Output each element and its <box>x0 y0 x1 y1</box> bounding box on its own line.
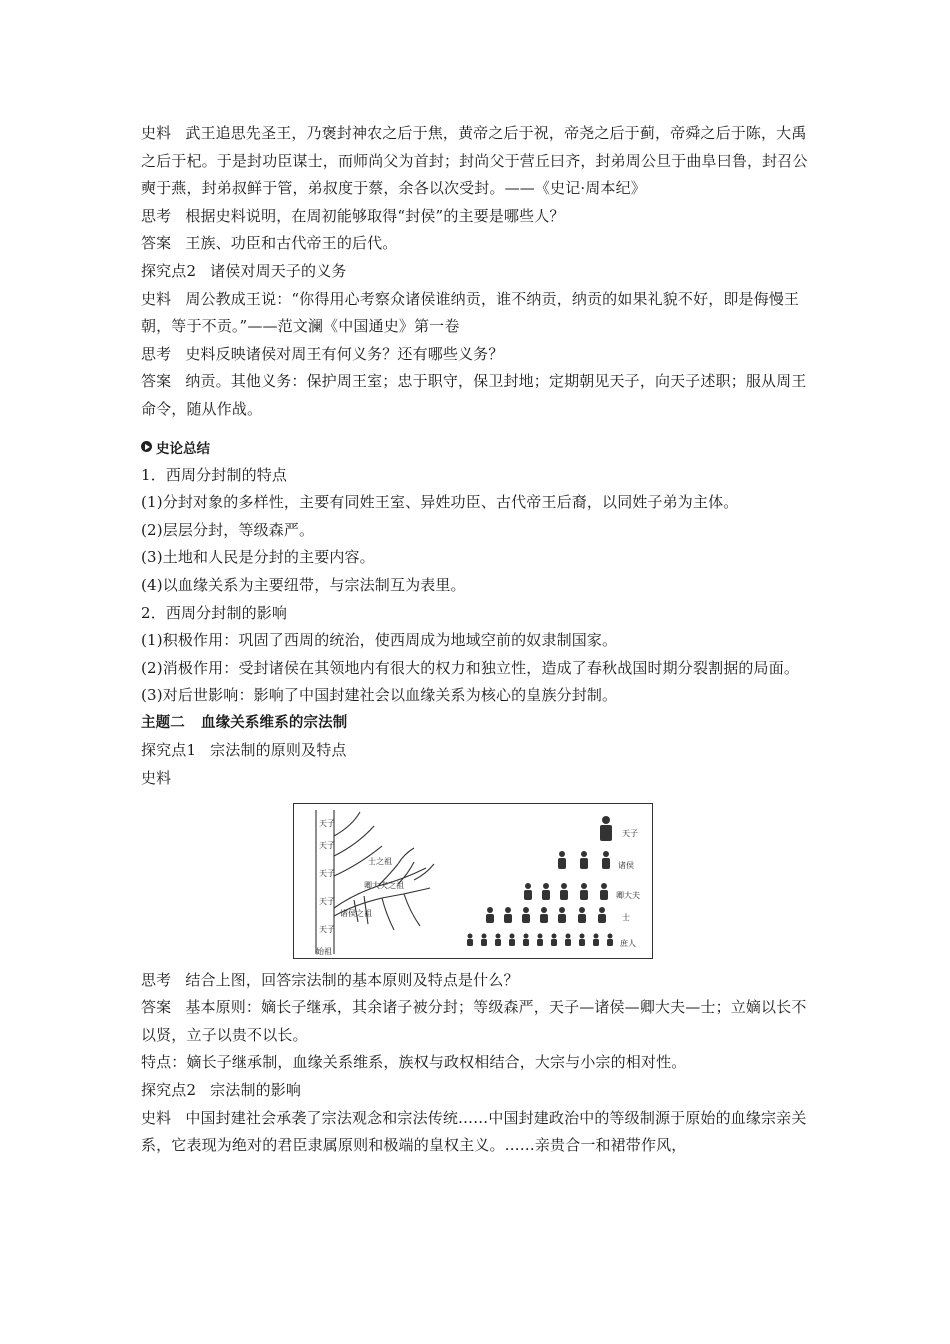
figure-row-2 <box>558 851 610 869</box>
source-paragraph-1: 史料 武王追思先圣王，乃褒封神农之后于焦，黄帝之后于祝，帝尧之后于蓟，帝舜之后于陈，大禹之后于杞。于是封功臣谋士，而师尚父为首封；封尚父于营丘曰齐，封弟周公旦于曲阜曰鲁，封召公奭于燕，封弟叔鲜于管，弟叔度于蔡，余各以次受封。——《史记·周本纪》 <box>141 124 808 198</box>
figure-row-4 <box>486 907 606 923</box>
inquiry-point-2-heading: 探究点2 宗法制的影响 <box>141 1081 302 1100</box>
trunk-label-1: 天子 <box>319 818 335 828</box>
clan-system-figure <box>293 803 653 959</box>
summary-item-1: 1．西周分封制的特点 <box>141 465 288 484</box>
figure-row-3 <box>524 883 608 900</box>
answer-paragraph-1: 答案 王族、功臣和古代帝王的后代。 <box>141 234 398 253</box>
rank-label-minister: 卿大夫 <box>616 890 640 900</box>
summary-item-8: (2)消极作用：受封诸侯在其领地内有很大的权力和独立性，造成了春秋战国时期分裂割据的局面。 <box>141 658 800 677</box>
features-paragraph: 特点：嫡长子继承制，血缘关系维系，族权与政权相结合，大宗与小宗的相对性。 <box>141 1053 687 1072</box>
summary-item-4: (3)土地和人民是分封的主要内容。 <box>141 548 375 567</box>
inquiry-point-1-heading: 探究点1 宗法制的原则及特点 <box>141 741 347 760</box>
summary-item-7: (1)积极作用：巩固了西周的统治，使西周成为地域空前的奴隶制国家。 <box>141 631 618 650</box>
question-paragraph-3: 思考 结合上图，回答宗法制的基本原则及特点是什么？ <box>141 970 519 989</box>
rank-label-commoner: 庶人 <box>620 938 636 948</box>
summary-item-3: (2)层层分封，等级森严。 <box>141 520 315 539</box>
play-circle-icon <box>141 441 152 452</box>
answer-paragraph-3: 答案 基本原则：嫡长子继承，其余诸子被分封；等级森严，天子—诸侯—卿大夫—士；立嫡以长不以贤，立子以贵不以长。 <box>141 998 807 1044</box>
summary-item-9: (3)对后世影响：影响了中国封建社会以血缘关系为核心的皇族分封制。 <box>141 686 618 705</box>
theme-heading: 主题二 血缘关系维系的宗法制 <box>141 714 348 731</box>
question-paragraph-1: 思考 根据史料说明，在周初能够取得“封侯”的主要是哪些人？ <box>141 206 565 225</box>
summary-item-2: (1)分封对象的多样性，主要有同姓王室、异姓功臣、古代帝王后裔，以同姓子弟为主体。 <box>141 493 739 512</box>
hierarchy-figures <box>467 816 613 946</box>
trunk-label-5: 天子 <box>319 924 335 934</box>
rank-label-vassal: 诸侯 <box>618 860 634 870</box>
inquiry-point-heading: 探究点2 诸侯对周天子的义务 <box>141 261 347 280</box>
branch-label-scholar: 士之祖 <box>368 856 392 866</box>
summary-item-5: (4)以血缘关系为主要纽带，与宗法制互为表里。 <box>141 575 466 594</box>
clan-tree-and-hierarchy-illustration <box>294 804 652 958</box>
figure-row-5 <box>467 933 613 946</box>
trunk-label-2: 天子 <box>319 840 335 850</box>
summary-heading: 史论总结 <box>141 432 813 462</box>
answer-paragraph-2: 答案 纳贡。其他义务：保护周王室；忠于职守，保卫封地；定期朝见天子，向天子述职；服从周王命令，随从作战。 <box>141 372 807 418</box>
branch-label-vassal: 诸侯之祖 <box>340 908 372 918</box>
branch-label-minister: 卿大夫之祖 <box>364 880 404 890</box>
document-page <box>141 120 813 1160</box>
source-label: 史料 <box>141 769 172 788</box>
source-paragraph-2: 史料 周公教成王说：“你得用心考察众诸侯谁纳贡，谁不纳贡，纳贡的如果礼貌不好，即是侮慢王朝，等于不贡。”——范文澜《中国通史》第一卷 <box>141 289 800 336</box>
source-paragraph-3: 史料 中国封建社会承袭了宗法观念和宗法传统……中国封建政治中的等级制源于原始的血缘宗亲关系，它表现为绝对的君臣隶属原则和极端的皇权主义。……亲贵合一和裙带作风， <box>141 1108 807 1155</box>
rank-label-scholar: 士 <box>622 912 630 922</box>
trunk-label-4: 天子 <box>319 896 335 906</box>
figure-row-1 <box>600 816 612 841</box>
question-paragraph-2: 思考 史料反映诸侯对周王有何义务？还有哪些义务？ <box>141 344 504 363</box>
summary-item-6: 2．西周分封制的影响 <box>141 603 288 622</box>
trunk-label-3: 天子 <box>319 868 335 878</box>
rank-label-king: 天子 <box>622 828 638 838</box>
origin-label: 始祖 <box>316 946 332 956</box>
